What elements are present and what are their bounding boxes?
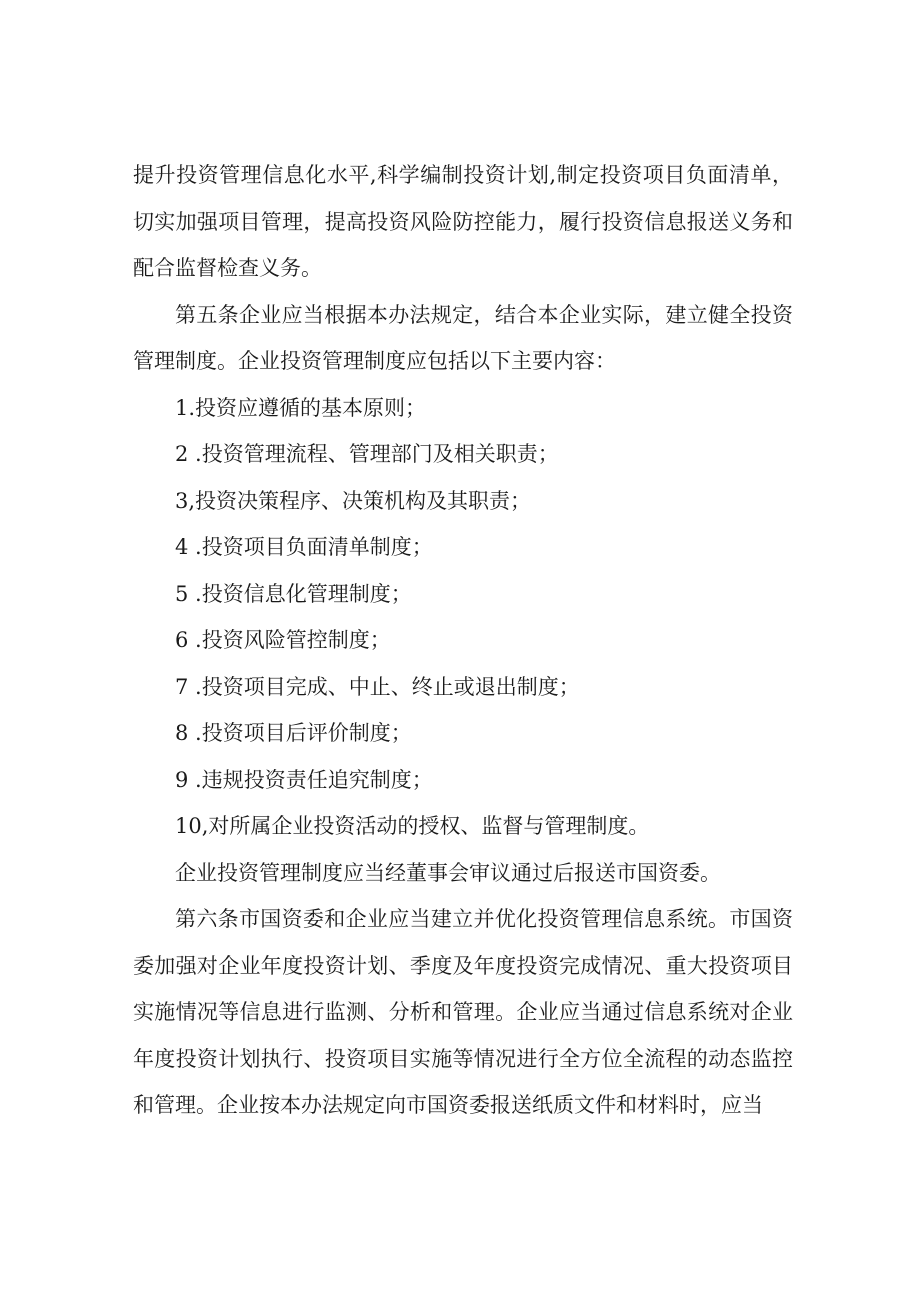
list-item-6: 6 .投资风险管控制度； xyxy=(175,628,391,652)
list-item-9: 9 .违规投资责任追究制度； xyxy=(175,767,433,792)
list-item-1: 1.投资应遵循的基本原则； xyxy=(175,395,427,420)
list-item-10: 10,对所属企业投资活动的授权、监督与管理制度。 xyxy=(175,814,650,838)
list-item-5: 5 .投资信息化管理制度； xyxy=(175,581,412,606)
document-body xyxy=(133,152,793,1129)
list-item-3: 3,投资决策程序、决策机构及其职责； xyxy=(175,488,532,513)
paragraph-board-approval: 企业投资管理制度应当经董事会审议通过后报送市国资委。 xyxy=(175,860,721,885)
list-item-2: 2 .投资管理流程、管理部门及相关职责； xyxy=(175,442,559,466)
paragraph-continuation: 提升投资管理信息化水平,科学编制投资计划,制定投资项目负面清单，切实加强项目管理，提高投资风险防控能力，履行投资信息报送义务和配合监督检查义务。 xyxy=(133,163,793,280)
list-item-7: 7 .投资项目完成、中止、终止或退出制度； xyxy=(175,674,580,699)
paragraph-article-5: 第五条企业应当根据本办法规定，结合本企业实际，建立健全投资管理制度。企业投资管理制度应包括以下主要内容： xyxy=(133,302,793,373)
list-item-4: 4 .投资项目负面清单制度； xyxy=(175,535,433,559)
list-item-8: 8 .投资项目后评价制度； xyxy=(175,721,412,745)
paragraph-article-6: 第六条市国资委和企业应当建立并优化投资管理信息系统。市国资委加强对企业年度投资计划、季度及年度投资完成情况、重大投资项目实施情况等信息进行监测、分析和管理。企业应当通过信息系统对企业年度投资计划执行、投资项目实施等情况进行全方位全流程的动态监控和管理。企业按本办法规定向市国资委报送纸质文件和材料时，应当 xyxy=(133,907,793,1117)
